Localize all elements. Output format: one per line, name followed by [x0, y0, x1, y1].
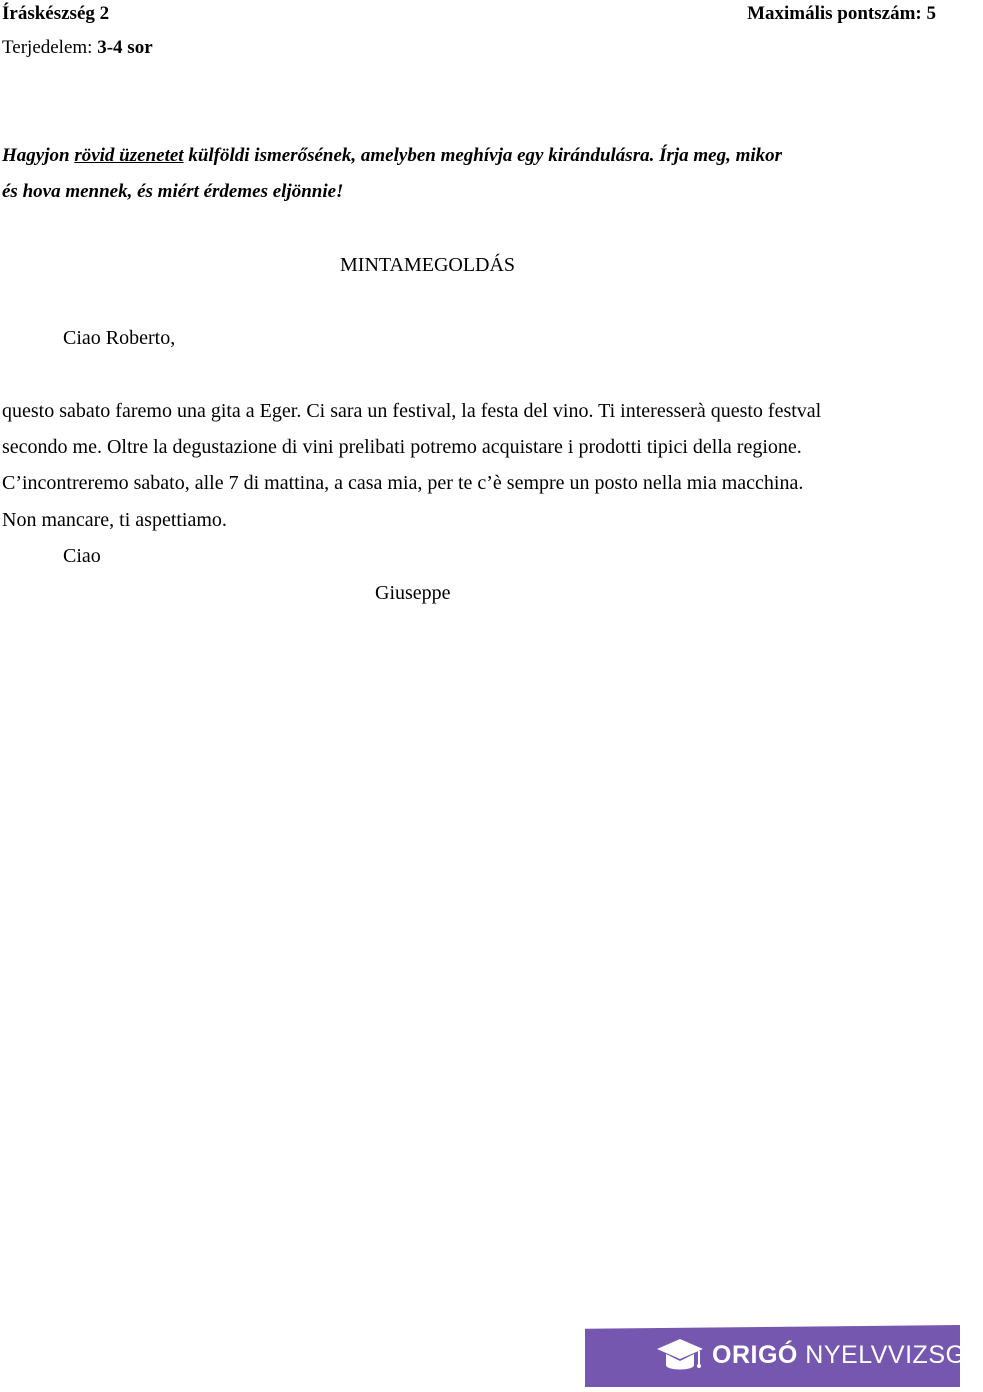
brand-logo [712, 1341, 983, 1370]
max-score: Maximális pontszám: 5 [747, 3, 936, 24]
letter-closing: Ciao [63, 545, 101, 567]
scope-value: 3-4 sor [97, 37, 153, 58]
brand-word-1: ORIGÓ [712, 1341, 798, 1369]
task-pre: Hagyjon [2, 145, 75, 166]
scope [2, 37, 153, 59]
letter-line: C’incontreremo sabato, alle 7 di mattina, a casa mia, per te c’è sempre un posto nella mia macchina. [2, 472, 804, 494]
section-title: Íráskészség 2 [2, 3, 110, 24]
letter-line: secondo me. Oltre la degustazione di vini prelibati potremo acquistare i prodotti tipici della regione. [2, 436, 802, 458]
sample-heading: MINTAMEGOLDÁS [340, 254, 516, 276]
scope-label: Terjedelem: [2, 37, 98, 58]
task-post: külföldi ismerősének, amelyben meghívja egy kirándulásra. Írja meg, mikor [183, 145, 783, 166]
task-line-1 [2, 145, 782, 167]
graduation-cap-icon [655, 1335, 705, 1379]
brand-word-2: NYELVVIZSGA [805, 1341, 983, 1369]
task-underlined: rövid üzenetet [74, 145, 184, 166]
letter-greeting: Ciao Roberto, [63, 327, 176, 349]
letter-signature: Giuseppe [375, 582, 451, 604]
letter-line: questo sabato faremo una gita a Eger. Ci sara un festival, la festa del vino. Ti interesserà questo festval [2, 400, 822, 422]
letter-line: Non mancare, ti aspettiamo. [2, 509, 227, 531]
task-line-2: és hova mennek, és miért érdemes eljönnie! [2, 181, 344, 202]
